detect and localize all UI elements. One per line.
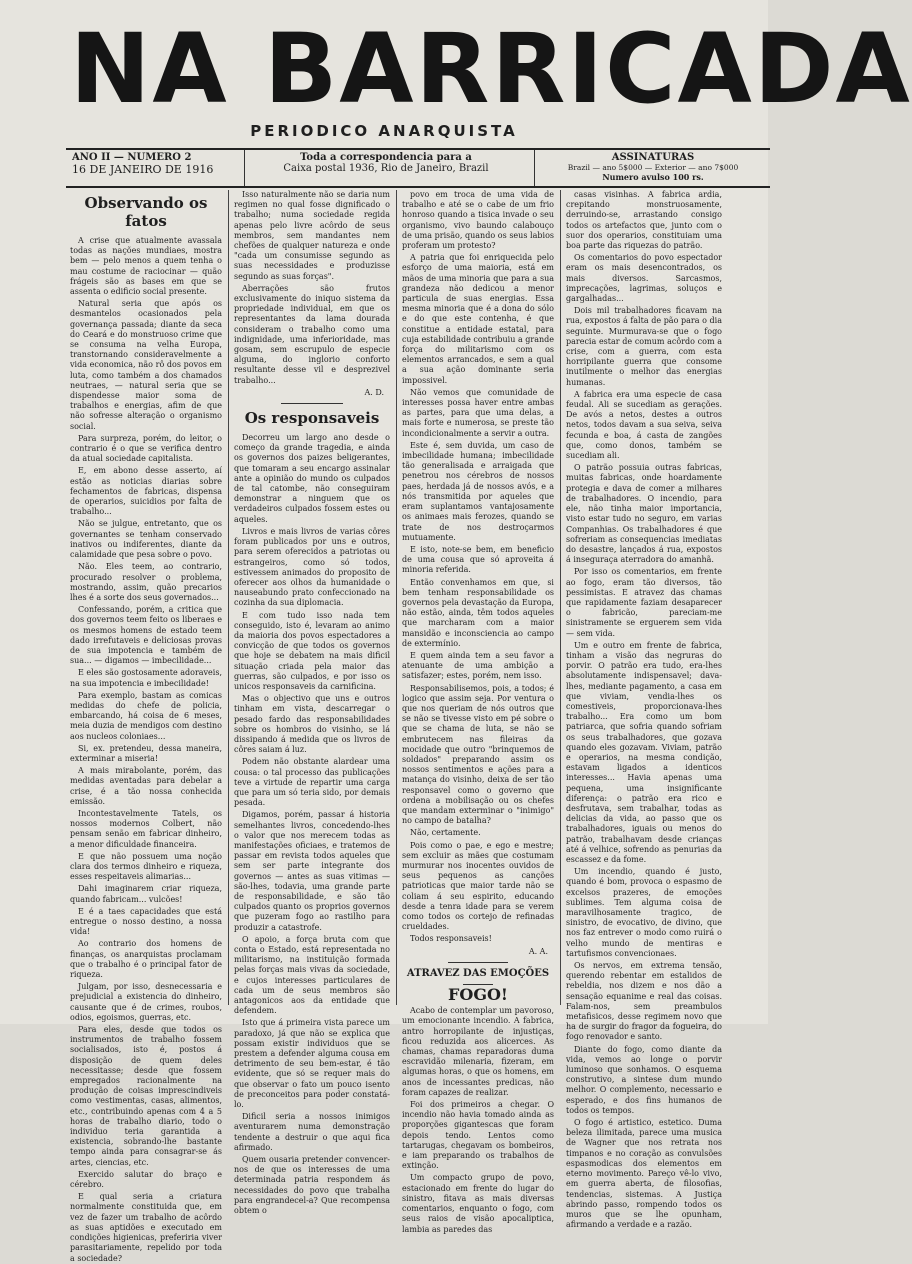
paragraph: Para eles, desde que todos os instrumentos de trabalho fossem socialisados, isto é, postos á disposição de quem deles necessitasse; desde que fossem empregados racionalmente na produção de coisas imprescindiveis como vestimentas, casas, alimentos, etc., contribuindo apenas com 4 a 5 horas de trabalho diario, todo o individuo teria garantida a existencia, sobrando-lhe bastante tempo ainda para consagrar-se ás artes, ciencias, etc. [70, 1025, 222, 1167]
article-headline-observando: Observando os fatos [84, 194, 208, 230]
postal-address: Caixa postal 1936, Rio de Janeiro, Brazil [283, 163, 489, 174]
paragraph: Os comentarios do povo espectador eram os mais desencontrados, os mais diversos. Sarcasmos, imprecações, lagrimas, soluços e gargalhadas... [566, 253, 722, 304]
col1-body [70, 236, 222, 1264]
paragraph: Não vemos que comunidade de interesses possa haver entre ambas as partes, para que uma delas, a mais forte e numerosa, se preste tão incondicionalmente a servir a outra. [402, 387, 554, 438]
issue-right [536, 152, 770, 182]
column-divider [560, 190, 561, 1005]
section-title: ATRAVEZ DAS EMOÇÕES [406, 967, 550, 979]
column-1 [70, 190, 222, 1263]
paragraph: Um compacto grupo de povo, estacionado em frente do lugar do sinistro, fitava as mais diversas comentarios, enquanto o fogo, com seus raios de visão apocaliptica, lambia as paredes das [402, 1173, 554, 1234]
paragraph: A patria que foi enriquecida pelo esforço de uma maioria, está em mãos de uma minoria que para a sua grandeza não dedicou a menor particula de suas energias. Essa mesma minoria que é a dona do sólo e do que este contenha, é que constitue a entidade estatal, para cuja estabilidade contribuiu a grande força do militarismo com os elementos arrancados, e sem a qual a sua ação dominante seria impossivel. [402, 253, 554, 385]
info-divider [534, 150, 535, 186]
col3-body [402, 190, 554, 945]
paragraph: O patrão possuia outras fabricas, muitas fabricas, onde hoardamente protegia e dava de comer a milhares de trabalhadores. O incendio, para ele, não tinha maior importancia, visto estar tudo no seguro, em varias Companhias. Os trabalhadores é que sofreriam as consequencias imediatas do desastre, lançados á rua, expostos á inseguraça aterradora do amanhã. [566, 463, 722, 565]
paragraph: Decorreu um largo ano desde o começo da grande tragedia, e ainda os governos dos paizes beligerantes, que tomaram a seu encargo assinalar ante a opinião do mundo os culpados de tal catombe, não conseguiram demonstrar a ninguem que os verdadeiros culpados fossem estes ou aqueles. [234, 433, 390, 524]
paragraph: Natural seria que após os desmantelos ocasionados pela governança passada; diante da seca do Ceará e do monstruoso crime que se consuma na velha Europa, transtornando consideravelmente a vida economica, não rô dos povos em luta, como também a dos chamados neutraes, — natural seria que se dispendesse maior soma de trabalhos e energias, afim de que não sofresse alteração o organismo social. [70, 299, 222, 431]
paragraph: Isso naturalmente não se daria num regimen no qual fosse dignificado o trabalho; numa sociedade regida apenas pelo livre acôrdo de seus membros, sem mandantes nem chefões de qualquer natureza e onde "cada um consumisse segundo as suas necessidades e produzisse segundo as suas forças". [234, 190, 390, 281]
article-headline-responsaveis: Os responsaveis [244, 409, 380, 428]
paragraph: Um e outro em frente de fabrica, tinham a visão das negruras do porvir. O patrão era tudo, era-lhes absolutamente indispensavel; dava-lhes, mediante pagamento, a casa em que viviam, vendia-lhes os comestiveis, proporcionava-lhes trabalho... Era como um bom patriarca, que sofria quando sofriam os seus trabalhadores, que gozava quando eles gozavam. Viviam, patrão e operarios, na mesma condição, estavam ligados a identicos interesses... Havia apenas uma pequena, uma insignificante diferença: o patrão era rico e desfrutava, sem trabalhar, todas as delicias da vida, ao passo que os trabalhadores, iguais ou menos do patrão, trabalhavam desde crianças até á velhice, sofrendo as penurias da escassez e da fome. [566, 640, 722, 864]
paragraph: Então convenhamos em que, si bem tenham responsabilidade os governos pela devastação da Europa, não estão, ainda, têm todos aqueles que marcharam com a maior mansidão e inconsciencia ao campo de extermínio. [402, 577, 554, 648]
divider [448, 962, 509, 963]
paragraph: Digamos, porém, passar á historia semelhantes livros, concedendo-lhes o valor que nos merecem todas as manifestações oficiaes, e tratemos de passar em revista todos aqueles que sem ser parte integrante dos governos — antes as suas vitimas — são-lhes, todavia, uma grande parte de responsabilidade, e são tão culpados quanto os proprios governos que puzeram fogo ao rastilho para produzir a catastrofe. [234, 810, 390, 932]
paragraph: Um incendio, quando é justo, quando é bom, provoca o espasmo de excelsos prazeres, de emoções sublimes. Tem alguma coisa de maravilhosamente tragico, de sinistro, de evocativo, de divino, que nos faz entrever o modo como ruirá o velho mundo de mentiras e tartufismos convencionaes. [566, 867, 722, 958]
paragraph: A crise que atualmente avassala todas as nações mundiaes, mostra bem — pelo menos a quem tenha o mau costume de raciocinar — quão frágeis são as bases em que se assenta o edificio social presente. [70, 236, 222, 297]
paragraph: E qual seria a criatura normalmente constituida que, em vez de fazer um trabalho de acôrdo as suas aptidões e executado em condições higienicas, preferiria viver parasitariamente, repelido por toda a sociedade? [70, 1192, 222, 1263]
paragraph: Quem ousaria pretender convencer-nos de que os interesses de uma determinada patria respondem ás necessidades do povo que trabalha para engrandecel-a? Que recompensa obtem o [234, 1155, 390, 1216]
paragraph: Livros e mais livros de varias côres foram publicados por uns e outros, para serem oferecidos a patriotas ou estrangeiros, como só todos, estivessem animados do proposito de oferecer aos olhos da humanidade o nauseabundo prato confeccionado na cozinha da sua diplomacia. [234, 526, 390, 608]
single-issue-price: Numero avulso 100 rs. [602, 172, 704, 182]
paragraph: casas visinhas. A fabrica ardia, crepitando monstruosamente, derruindo-se, arrastando consigo todos os artefactos que, junto com o suor dos operarios, constituiam uma boa parte das riquezas do patrão. [566, 190, 722, 251]
col3-fogo-body [402, 1006, 554, 1234]
paragraph: Diante do fogo, como diante da vida, vemos ao longe o porvir luminoso que sonhamos. O esquema construtivo, a sintese dum mundo melhor. O complemento, necessario e esperado, e dos fins humanos de todos os tempos. [566, 1044, 722, 1115]
paragraph: Para surpreza, porém, do leitor, o contrario é o que se verifica dentro da atual sociedade capitalista. [70, 433, 222, 464]
paragraph: Responsabilisemos, pois, a todos; é logico que assim seja. Por ventura o que nos queriam de nós outros que se não se tivesse visto em pé sobre o que se chama de luta, se não se embrutecem nas fileiras da mocidade que outro "brinquemos de soldados" preparando assim os nossos sentimentos e ações para a matança do visinho, deixa de ser tão responsavel como o governo que ordena a mobilisação ou os chefes que mandam exterminar o "inimigo" no campo de batalha? [402, 683, 554, 826]
paragraph: Exercido salutar do braço e cérebro. [70, 1169, 222, 1190]
masthead-subtitle: PERIODICO ANARQUISTA [250, 122, 518, 140]
paragraph: povo em troca de uma vida de trabalho e até se o cabe de um frio honroso quando a tisica invade o seu organismo, vivo baundo calabouço de uma prisão, quando os seus labios proferam um protesto? [402, 190, 554, 251]
issue-info-bar [66, 150, 770, 186]
paragraph: Todos responsaveis! [410, 934, 492, 944]
paragraph: O apoio, a força bruta com que conta o Estado, está representada no militarismo, na instituição formada pelas forças mais vivas da sociedade, e cujos interesses particulares de cada um de seus membros são antagonicos aos da entidade que defendem. [234, 934, 390, 1016]
column-2 [234, 190, 390, 1216]
issue-left [72, 152, 252, 176]
paragraph: Foi dos primeiros a chegar. O incendio não havia tomado ainda as proporções gigantescas que foram depois tendo. Lentos como tartarugas, chegavam os bombeiros, e iam preparando os trabalhos de extinção. [402, 1100, 554, 1171]
paragraph: Isto que á primeira vista parece um paradoxo, já que não se explica que possam existir individuos que se prestem a defender alguma cousa em detrimento de seu bem-estar, é tão evidente, que só se requer mais do que observar o fato um pouco isento de preconceitos para poder constatá-lo. [234, 1018, 390, 1110]
paragraph: E eles são gostosamente adoraveis, na sua impotencia e imbecilidade! [70, 668, 222, 688]
paragraph: Não. Eles teem, ao contrario, procurado resolver o problema, mostrando, assim, quão precarios lhes é a sorte dos seus governados... [70, 562, 222, 602]
paragraph: Podem não obstante alardear uma cousa: o tal processo das publicações teve a virtude de repartir uma carga que para um só teria sido, por demais pesada. [234, 757, 390, 808]
paragraph: Dahi imaginarem criar riqueza, quando fabricam... vulcões! [70, 884, 222, 904]
paragraph: Não, certamente. [410, 828, 481, 838]
paragraph: Acabo de contemplar um pavoroso, um emocionante incendio. A fabrica, antro horropilante de injustiças, ficou reduzida aos alicerces. As chamas, chamas reparadoras duma escravidão milenaria, fizeram, em algumas horas, o que os homens, em anos de incessantes predicas, não foram capazes de realizar. [402, 1006, 554, 1097]
paragraph: Incontestavelmente Tatels, os nossos modernos Colbert, não pensam senão em fabricar dinheiro, a menor dificuldade financeira. [70, 808, 222, 849]
issue-date: 16 DE JANEIRO DE 1916 [72, 163, 214, 176]
signature: A. A. [528, 946, 548, 956]
info-bottom-rule [66, 186, 770, 188]
paragraph: A mais mirabolante, porém, das medidas aventadas para debelar a crise, é a tão nossa conhecida emissão. [70, 766, 222, 806]
paragraph: Não se julgue, entretanto, que os governantes se tenham conservado inativos ou indiferentes, diante da calamidade que pesa sobre o povo. [70, 519, 222, 560]
issue-center [236, 152, 536, 174]
paragraph: Por isso os comentarios, em frente ao fogo, eram tão diversos, tão pessimistas. E atravez das chamas que rapidamente faziam desaparecer o fabricão, pareciam-me sinistramente se erguerem sem vida — sem vida. [566, 567, 722, 638]
subscriptions-prices: Brazil — ano 5$000 — Exterior — ano 7$000 [567, 163, 739, 172]
paragraph: E é a taes capacidades que está entregue o nosso destino, a nossa vida! [70, 906, 222, 937]
paragraph: Os nervos, em extrema tensão, querendo rebentar em estalidos de rebeldia, nos dizem e nos dão a sensação equanime e real das coisas. Falam-nos, sem preambulos metafisicos, desse regimem novo que ha de surgir do fragor da fogueira, do fogo renovador e santo. [566, 961, 722, 1042]
paragraph: E que não possuem uma noção clara dos termos dinheiro e riqueza, esses respeitaveis alimarias... [70, 851, 222, 882]
divider [281, 403, 343, 404]
signature: A. D. [364, 387, 384, 397]
masthead-title: NA BARRICADA [70, 13, 912, 125]
paragraph: Dificil seria a nossos inimigos aventurarem numa demonstração tendente a destruir o que aqui fica afirmado. [234, 1112, 390, 1152]
paragraph: A fabrica era uma especie de casa feudal. Ali se sucediam as gerações. De avós a netos, destes a outros netos, todos davam a sua seiva, seiva fecunda e boa, á casta de zangões que, como donos, também se sucediam ali. [566, 389, 722, 461]
paragraph: Julgam, por isso, desnecessaria e prejudicial a existencia do dinheiro, causante que é de crimes, roubos, odios, egoismos, guerras, etc. [70, 982, 222, 1022]
paragraph: Pois como o pae, e ego e mestre; sem excluir as mães que costumam murmurar nos inocentes ouvidos de seus pequenos as canções patrioticas que maior tarde não se coliam á seu espirito, educando desde a tenra idade para se verem como todos os cortejo de refinadas crueldades. [402, 840, 554, 932]
issue-number: ANO II — NUMERO 2 [72, 152, 192, 163]
col4-body [566, 190, 722, 1230]
column-4 [566, 190, 722, 1230]
paragraph: O fogo é artistico, estetico. Duma beleza ilimitada, parece uma musica de Wagner que nos retrata nos timpanos e no coração as convulsões espasmodicas dos elementos em eterno movimento. Pareço vê-lo vivo, em guerra aberta, de filosofias, tendencias, sistemas. A Justiça abrindo passo, rompendo todos os muros que se lhe opunham, afirmando a verdade e a razão. [566, 1118, 722, 1230]
paragraph: Aberrações são frutos exclusivamente do iniquo sistema da propriedade individual, em que os representantes da lama dourada consideram o trabalho como uma indignidade, uma inferioridade, mas gosam, sem escrupulo de especie alguma, do inglorio conforto resultante desse vil e desprezivel trabalho... [234, 283, 390, 385]
col2-body [234, 433, 390, 1216]
correspondence-line: Toda a correspondencia para a [300, 152, 472, 163]
paragraph: Mas o objectivo que uns e outros tinham em vista, descarregar o pesado fardo das responsabilidades sobre os hombros do visinho, se lá dissipando á medida que os livros de côres saiam á luz. [234, 694, 390, 755]
paragraph: E, em abono desse asserto, aí estão as noticias diarias sobre fechamentos de fabricas, dispensa de operarios, suicidios por falta de trabalho... [70, 466, 222, 517]
article-headline-fogo: FOGO! [448, 985, 508, 1005]
paragraph: Ao contrario dos homens de finanças, os anarquistas proclamam que o trabalho é o principal fator de riqueza. [70, 939, 222, 980]
column-divider [396, 190, 397, 1005]
paragraph: Dois mil trabalhadores ficavam na rua, expostos á falta de pão para o dia seguinte. Murmurava-se que o fogo parecia estar de comum acôrdo com a crise, com a guerra, com esta horripilante guerra que consome inutilmente o melhor das energias humanas. [566, 306, 722, 387]
paragraph: Para exemplo, bastam as comicas medidas do chefe de policia, embarcando, há coisa de 6 meses, meia duzia de mendigos com destino aos nucleos coloniaes... [70, 690, 222, 741]
paragraph: Si, ex. pretendeu, dessa maneira, exterminar a miseria! [70, 743, 222, 763]
paragraph: E quem ainda tem a seu favor a atenuante de uma ambição a satisfazer; estes, porém, nem isso. [402, 650, 554, 681]
column-divider [228, 190, 229, 1005]
subscriptions-title: ASSINATURAS [611, 152, 695, 163]
paragraph: E isto, note-se bem, em beneficio de uma cousa que só aproveita á minoria referida. [402, 544, 554, 575]
col2-top-body [234, 190, 390, 386]
paragraph: Confessando, porém, a critica que dos governos teem feito os liberaes e os mesmos homens de estado teem dado irrefutaveis e deliciosas provas de sua impotencia e também de sua... — digamos — imbecilidade... [70, 605, 222, 666]
column-3 [402, 190, 554, 1234]
paragraph: Este é, sem duvida, um caso de imbecilidade humana; imbecilidade tão generalisada e arraigada que penetrou nos cérebros de nossos paes, herdada já de nossos avós, e a nós transmitida por aqueles que eram suplantamos vantajosamente os animaes mais ferozes, quando se trate de nos destroçarmos mutuamente. [402, 440, 554, 542]
paragraph: E com tudo isso nada tem conseguido, isto é, levaram ao animo da maioria dos povos espectadores a convicção de que todos os governos que hoje se debatem na mais dificil situação criada pela maior das guerras, são culpados, e por isso os unicos responsaveis da carnificina. [234, 610, 390, 691]
